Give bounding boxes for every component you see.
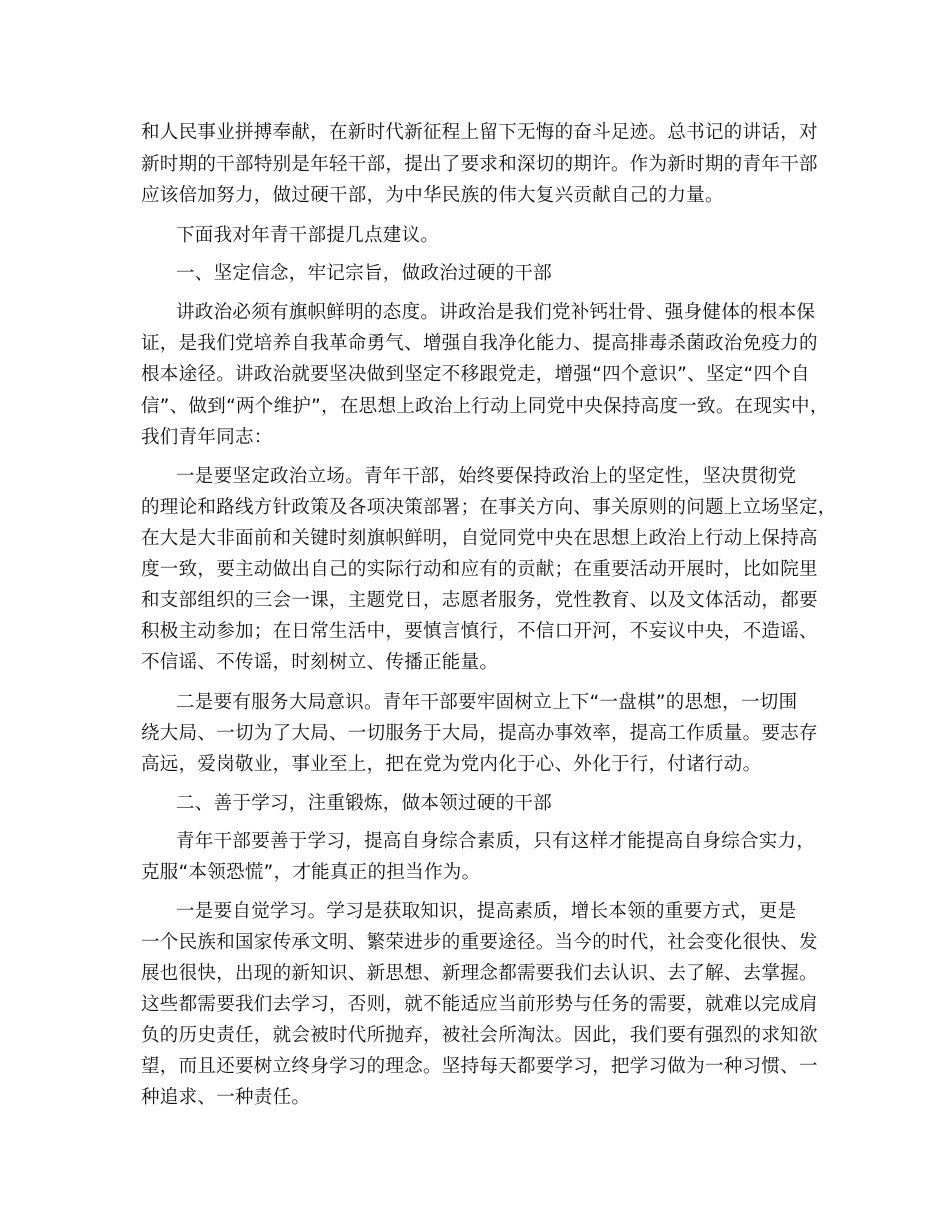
text-line: 这些都需要我们去学习，否则，就不能适应当前形势与任务的需要，就难以完成肩 — [141, 994, 818, 1015]
text-line: 讲政治必须有旗帜鲜明的态度。讲政治是我们党补钙壮骨、强身健体的根本保 — [176, 302, 816, 323]
text-line: 种追求、一种责任。 — [141, 1087, 311, 1108]
text-line: 和支部组织的三会一课，主题党日，志愿者服务，党性教育、以及文体活动，都要 — [141, 590, 818, 611]
text-line: 和人民事业拼搏奉献，在新时代新征程上留下无悔的奋斗足迹。总书记的讲话，对 — [141, 122, 818, 143]
text-line: 的理论和路线方针政策及各项决策部署；在事关方向、事关原则的问题上立场坚定， — [141, 497, 837, 518]
section-heading: 一、坚定信念，牢记宗旨，做政治过硬的干部 — [176, 263, 553, 284]
text-line: 积极主动参加；在日常生活中，要慎言慎行，不信口开河，不妄议中央，不造谣、 — [141, 621, 818, 642]
text-line: 绕大局、一切为了大局、一切服务于大局，提高办事效率，提高工作质量。要志存 — [141, 723, 818, 744]
text-line: 应该倍加努力，做过硬干部，为中华民族的伟大复兴贡献自己的力量。 — [141, 185, 724, 206]
text-line: 一是要自觉学习。学习是获取知识，提高素质，增长本领的重要方式，更是 — [176, 901, 797, 922]
text-line: 二是要有服务大局意识。青年干部要牢固树立上下“一盘棋”的思想，一切围 — [176, 692, 798, 713]
text-line: 证，是我们党培养自我革命勇气、增强自我净化能力、提高排毒杀菌政治免疫力的 — [141, 333, 818, 354]
text-line: 度一致，要主动做出自己的实际行动和应有的贡献；在重要活动开展时，比如院里 — [141, 559, 818, 580]
text-line: 我们青年同志： — [141, 427, 273, 448]
text-line: 高远，爱岗敬业，事业至上，把在党为党内化于心、外化于行，付诸行动。 — [141, 754, 762, 775]
text-line: 不信谣、不传谣，时刻树立、传播正能量。 — [141, 652, 499, 673]
text-line: 展也很快，出现的新知识、新思想、新理念都需要我们去认识、去了解、去掌握。 — [141, 963, 818, 984]
text-line: 青年干部要善于学习，提高自身综合素质，只有这样才能提高自身综合实力， — [176, 831, 816, 852]
text-line: 根本途径。讲政治就要坚决做到坚定不移跟党走，增强“四个意识”、坚定“四个自 — [141, 364, 810, 385]
text-line: 一个民族和国家传承文明、繁荣进步的重要途径。当今的时代，社会变化很快、发 — [141, 932, 818, 953]
text-line: 在大是大非面前和关键时刻旗帜鲜明，自觉同党中央在思想上政治上行动上保持高 — [141, 528, 818, 549]
text-line: 新时期的干部特别是年轻干部，提出了要求和深切的期许。作为新时期的青年干部 — [141, 154, 818, 175]
text-line: 下面我对年青干部提几点建议。 — [176, 225, 440, 246]
text-line: 望，而且还要树立终身学习的理念。坚持每天都要学习，把学习做为一种习惯、一 — [141, 1056, 818, 1077]
text-line: 负的历史责任，就会被时代所抛弃，被社会所淘汰。因此，我们要有强烈的求知欲 — [141, 1025, 818, 1046]
text-line: 一是要坚定政治立场。青年干部，始终要保持政治上的坚定性，坚决贯彻党 — [176, 466, 797, 487]
text-line: 信”、做到“两个维护”，在思想上政治上行动上同党中央保持高度一致。在现实中， — [141, 396, 829, 417]
section-heading: 二、善于学习，注重锻炼，做本领过硬的干部 — [176, 793, 553, 814]
text-line: 克服“本领恐慌”，才能真正的担当作为。 — [141, 862, 481, 883]
